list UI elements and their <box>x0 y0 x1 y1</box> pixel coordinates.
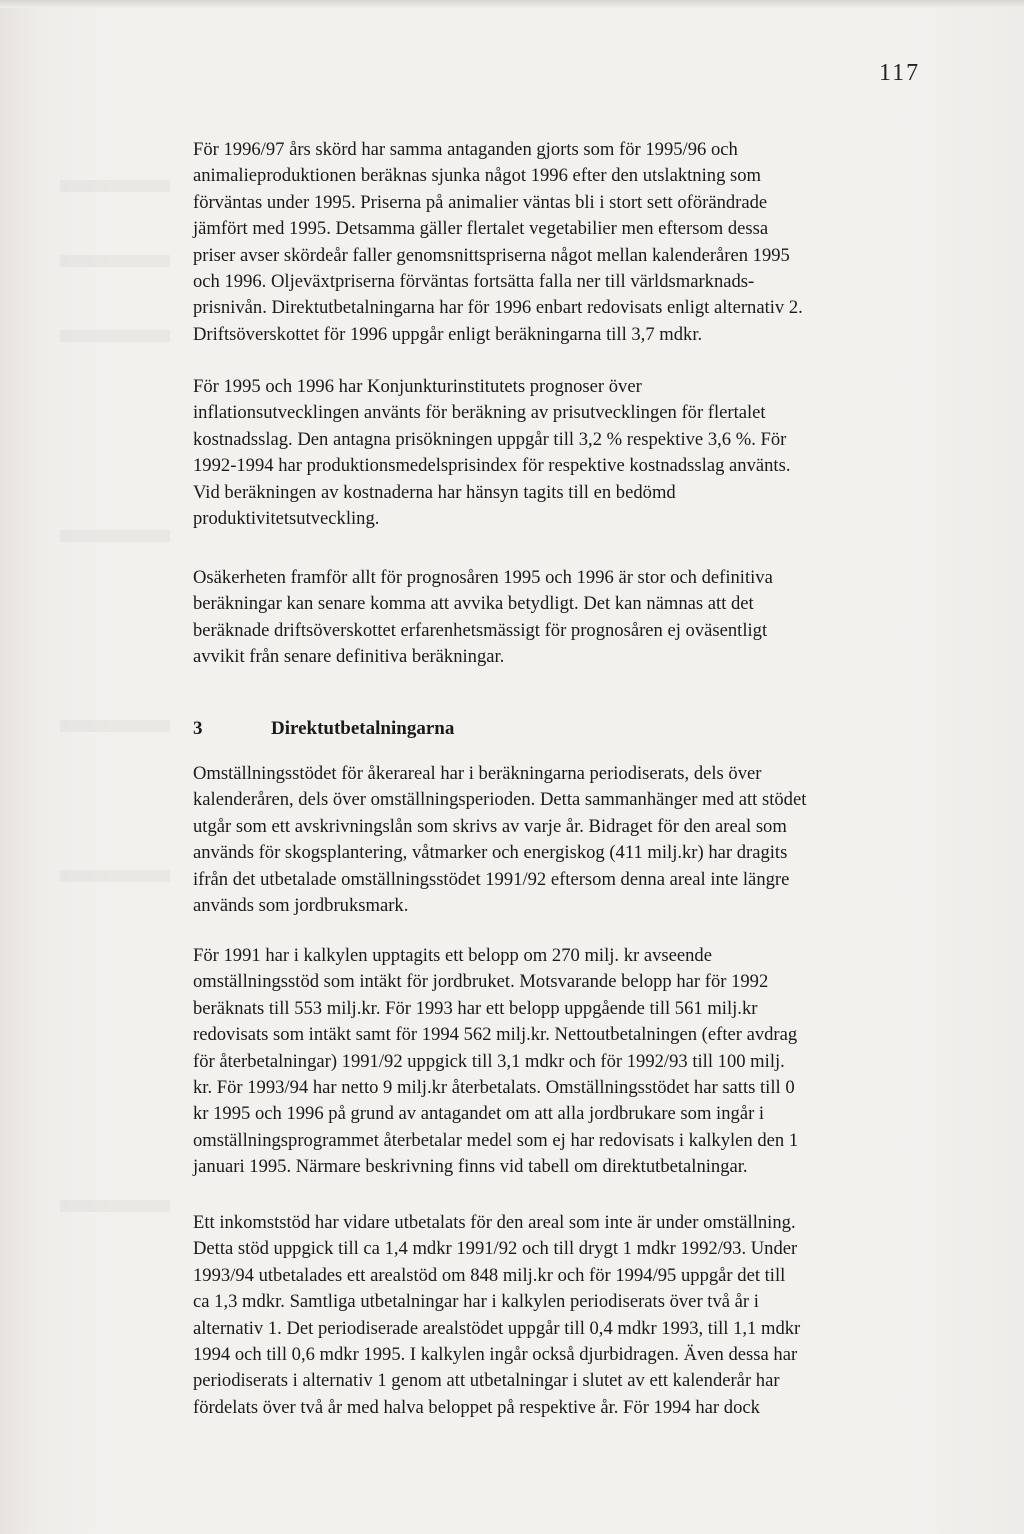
text-line: omställningsprogrammet återbetalar medel som ej har redovisats i kalkylen den 1 <box>193 1129 799 1151</box>
bleed-through-mark <box>60 530 170 542</box>
text-line: alternativ 1. Det periodiserade arealstödet uppgår till 0,4 mdkr 1993, till 1,1 mdkr <box>193 1317 801 1339</box>
text-line: och 1996. Oljeväxtpriserna förväntas fortsätta falla ner till världsmarknads- <box>193 270 755 292</box>
text-line: Detta stöd uppgick till ca 1,4 mdkr 1991/92 och till drygt 1 mdkr 1992/93. Under <box>193 1238 798 1260</box>
paragraph <box>193 374 790 532</box>
page-number: 117 <box>879 60 921 86</box>
text-line: används för skogsplantering, våtmarker och energiskog (411 milj.kr) har dragits <box>193 842 788 864</box>
text-line: 1992-1994 har produktionsmedelsprisindex för respektive kostnadsslag använts. <box>193 455 791 477</box>
paragraph <box>193 943 798 1181</box>
text-line: kr. För 1993/94 har netto 9 milj.kr återbetalats. Omställningsstödet har satts till 0 <box>193 1076 795 1098</box>
text-line: 1993/94 utbetalades ett arealstöd om 848 milj.kr och för 1994/95 uppgår det till <box>193 1264 786 1286</box>
section-title: Direktutbetalningarna <box>271 718 455 739</box>
text-line: För 1995 och 1996 har Konjunkturinstitutets prognoser över <box>193 376 642 397</box>
text-line: kalenderåren, dels över omställningsperioden. Detta sammanhänger med att stödet <box>193 789 807 811</box>
text-line: avvikit från senare definitiva beräkningar. <box>193 646 505 668</box>
bleed-through-mark <box>60 1200 170 1212</box>
text-line: periodiserats i alternativ 1 genom att utbetalningar i slutet av ett kalenderår har <box>193 1370 780 1392</box>
bleed-through-mark <box>60 870 170 882</box>
paragraph <box>193 761 806 919</box>
bleed-through-mark <box>60 720 170 732</box>
text-line: jämfört med 1995. Detsamma gäller flertalet vegetabilier men eftersom dessa <box>193 218 769 240</box>
text-line: priser avser skördeår faller genomsnittspriserna något mellan kalenderåren 1995 <box>193 244 790 266</box>
bleed-through-mark <box>60 180 170 192</box>
text-line: 1994 och till 0,6 mdkr 1995. I kalkylen ingår också djurbidragen. Även dessa har <box>193 1343 798 1365</box>
text-line: Osäkerheten framför allt för prognosåren 1995 och 1996 är stor och definitiva <box>193 567 773 588</box>
text-line: animalieproduktionen beräknas sjunka något 1996 efter den utslaktning som <box>193 165 762 187</box>
text-line: beräknade driftsöverskottet erfarenhetsmässigt för prognosåren ej oväsentligt <box>193 619 768 641</box>
text-line: omställningsstöd som intäkt för jordbruket. Motsvarande belopp har för 1992 <box>193 971 769 993</box>
section-heading <box>193 718 454 740</box>
text-line: fördelats över två år med halva beloppet på respektive år. För 1994 har dock <box>193 1396 760 1418</box>
text-line: Driftsöverskottet för 1996 uppgår enligt beräkningarna till 3,7 mdkr. <box>193 323 703 345</box>
text-line: kostnadsslag. Den antagna prisökningen uppgår till 3,2 % respektive 3,6 %. För <box>193 428 787 450</box>
text-line: prisnivån. Direktutbetalningarna har för 1996 enbart redovisats enligt alternativ 2. <box>193 297 803 319</box>
text-line: Vid beräkningen av kostnaderna har hänsyn tagits till en bedömd <box>193 481 676 503</box>
text-line: Omställningsstödet för åkerareal har i beräkningarna periodiserats, dels över <box>193 763 762 784</box>
section-number: 3 <box>193 718 203 739</box>
text-line: beräkningar kan senare komma att avvika betydligt. Det kan nämnas att det <box>193 593 754 615</box>
text-line: För 1996/97 års skörd har samma antaganden gjorts som för 1995/96 och <box>193 139 738 160</box>
text-line: utgår som ett avskrivningslån som skrivs av varje år. Bidraget för den areal som <box>193 815 787 837</box>
paragraph <box>193 565 773 671</box>
text-line: ca 1,3 mdkr. Samtliga utbetalningar har i kalkylen periodiserats över två år i <box>193 1291 759 1313</box>
text-line: januari 1995. Närmare beskrivning finns vid tabell om direktutbetalningar. <box>193 1156 748 1178</box>
text-line: För 1991 har i kalkylen upptagits ett belopp om 270 milj. kr avseende <box>193 945 712 966</box>
text-line: produktivitetsutveckling. <box>193 507 380 529</box>
text-line: redovisats som intäkt samt för 1994 562 milj.kr. Nettoutbetalningen (efter avdrag <box>193 1024 798 1046</box>
bleed-through-mark <box>60 330 170 342</box>
paragraph <box>193 1210 800 1421</box>
bleed-through-mark <box>60 255 170 267</box>
text-line: används som jordbruksmark. <box>193 894 409 916</box>
text-line: förväntas under 1995. Priserna på animalier väntas bli i stort sett oförändrade <box>193 191 768 213</box>
text-line: Ett inkomststöd har vidare utbetalats för den areal som inte är under omställning. <box>193 1212 796 1233</box>
text-line: beräknats till 553 milj.kr. För 1993 har ett belopp uppgående till 561 milj.kr <box>193 997 758 1019</box>
text-line: inflationsutvecklingen använts för beräkning av prisutvecklingen för flertalet <box>193 402 766 424</box>
text-line: ifrån det utbetalade omställningsstödet 1991/92 eftersom denna areal inte längre <box>193 868 790 890</box>
text-line: kr 1995 och 1996 på grund av antagandet om att alla jordbrukare som ingår i <box>193 1103 765 1125</box>
text-line: för återbetalningar) 1991/92 uppgick till 3,1 mdkr och för 1992/93 till 100 milj. <box>193 1050 785 1072</box>
paragraph <box>193 137 803 348</box>
page-top-edge <box>0 0 1024 8</box>
